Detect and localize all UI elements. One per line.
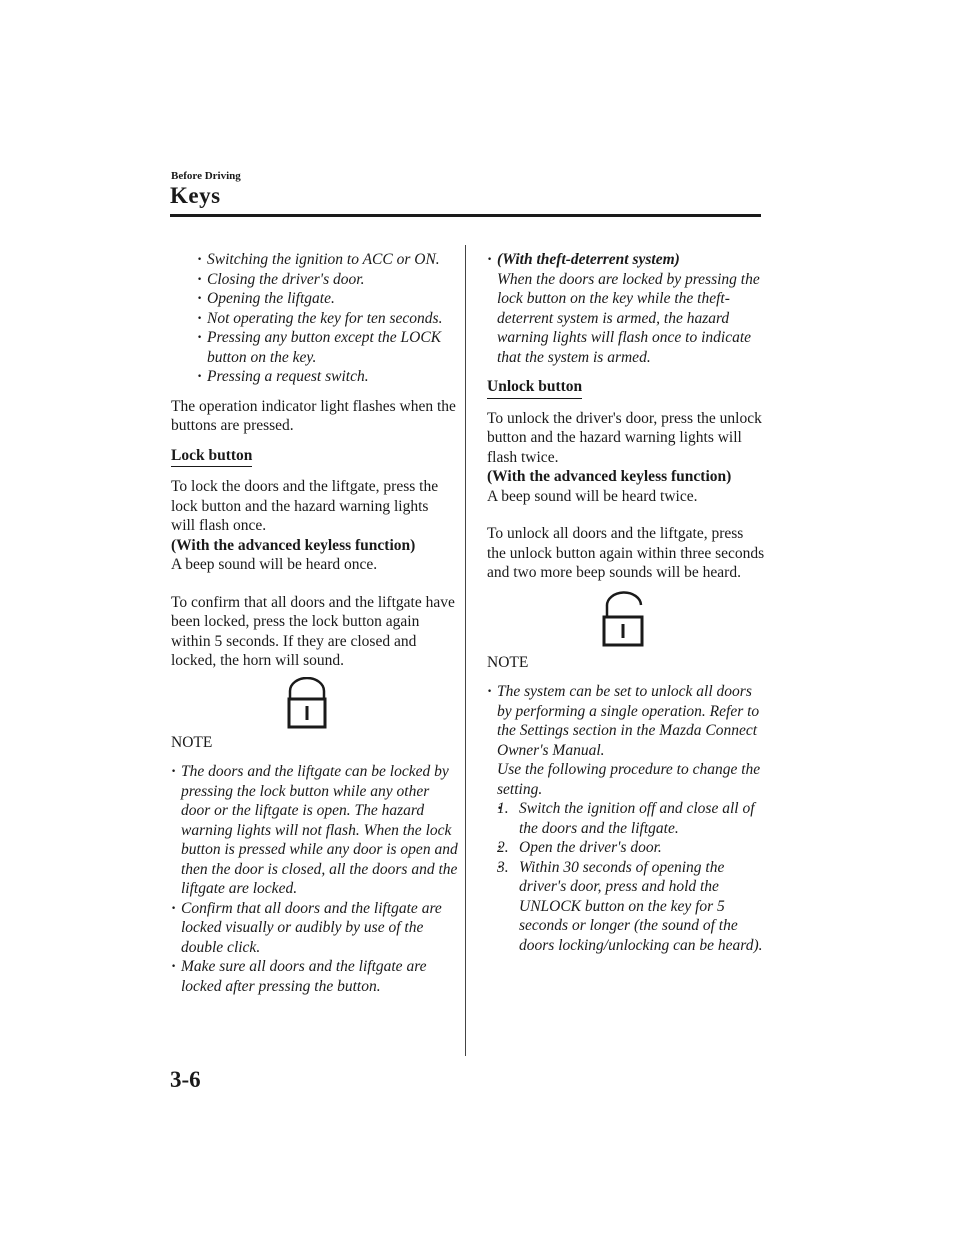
- note-list: [487, 682, 765, 955]
- theft-deterrent-label: (With theft-deterrent system): [497, 251, 680, 268]
- indicator-paragraph: The operation indicator light flashes when the buttons are pressed.: [171, 397, 456, 434]
- list-item: · Confirm that all doors and the liftgate are locked visually or audibly by use of the double click.: [171, 899, 460, 958]
- lock-confirm-paragraph: To confirm that all doors and the liftgate have been locked, press the lock button again within 5 seconds. If they are closed and locked, the horn will sound.: [171, 593, 455, 669]
- page-number: 3-6: [170, 1067, 201, 1092]
- step-item: [497, 838, 765, 858]
- lock-paragraph: To lock the doors and the liftgate, press the lock button and the hazard warning lights will flash once.: [171, 478, 439, 534]
- step-number: · 3.: [497, 858, 509, 876]
- left-column: [171, 250, 456, 996]
- unlock-all-paragraph: To unlock all doors and the liftgate, press the unlock button again within three seconds and two more beep sounds will be heard.: [487, 525, 765, 581]
- lock-icon: [286, 677, 328, 729]
- step-text: Switch the ignition off and close all of the doors and the liftgate.: [519, 800, 755, 837]
- step-text: Within 30 seconds of opening the driver's door, press and hold the UNLOCK button on the key for 5 seconds or longer (the sound of the doors locking/unlocking can be heard).: [519, 858, 763, 954]
- list-item: · Not operating the key for ten seconds.: [197, 309, 456, 329]
- step-number: · 1.: [497, 800, 509, 817]
- step-number: · 2.: [497, 839, 509, 856]
- list-item: · Closing the driver's door.: [197, 270, 456, 290]
- header-rule: [170, 214, 761, 217]
- list-item: · Pressing any button except the LOCK button on the key.: [197, 328, 456, 367]
- note-list: [171, 762, 460, 996]
- theft-deterrent-text: When the doors are locked by pressing the lock button on the key while the theft-deterrent system is armed, the hazard warning lights will flash once to indicate that the system is armed.: [497, 270, 760, 366]
- unlock-figure: [487, 583, 765, 653]
- condition-list: [197, 250, 456, 387]
- note-label: NOTE: [487, 653, 529, 671]
- note-intro-procedure: Use the following procedure to change the setting.: [497, 761, 761, 798]
- step-text: Open the driver's door.: [519, 839, 662, 856]
- unlock-beep-paragraph: A beep sound will be heard twice.: [487, 487, 698, 505]
- list-item: [487, 682, 765, 955]
- chapter-title: Keys: [170, 183, 221, 208]
- list-item: · Switching the ignition to ACC or ON.: [197, 250, 456, 270]
- theft-deterrent-list: [487, 250, 765, 367]
- procedure-steps: [497, 799, 765, 955]
- lock-figure: [171, 671, 456, 733]
- column-divider: [465, 245, 466, 1056]
- lock-keyless-subheading: (With the advanced keyless function): [171, 536, 416, 554]
- step-item: [497, 858, 765, 956]
- lock-button-heading: Lock button: [171, 446, 252, 468]
- list-item: · Pressing a request switch.: [197, 367, 456, 387]
- unlock-button-heading: Unlock button: [487, 377, 582, 399]
- list-item: · The doors and the liftgate can be locked by pressing the lock button while any other door or the liftgate is open. The hazard warning lights will not flash. When the lock button is pressed while any door is open and then the door is closed, all the doors and the liftgate are locked.: [171, 762, 460, 899]
- note-label: NOTE: [171, 733, 213, 751]
- unlock-keyless-subheading: (With the advanced keyless function): [487, 468, 732, 485]
- step-item: [497, 799, 765, 838]
- unlock-icon: [601, 591, 649, 647]
- list-item: · Opening the liftgate.: [197, 289, 456, 309]
- right-column: [487, 250, 765, 955]
- list-item: · Make sure all doors and the liftgate are locked after pressing the button.: [171, 957, 460, 996]
- unlock-paragraph: To unlock the driver's door, press the unlock button and the hazard warning lights will flash twice.: [487, 409, 762, 466]
- list-item: [487, 250, 765, 367]
- note-intro: The system can be set to unlock all doors by performing a single operation. Refer to the Settings section in the Mazda Connect Owner's Manual.: [497, 683, 760, 759]
- section-label: Before Driving: [171, 170, 241, 182]
- lock-beep-paragraph: A beep sound will be heard once.: [171, 556, 378, 573]
